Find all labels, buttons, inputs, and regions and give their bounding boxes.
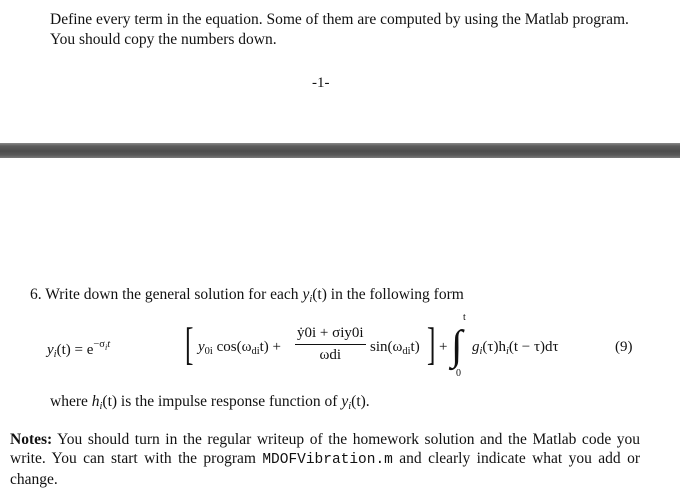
notes-label: Notes: [10, 431, 53, 448]
fraction-denominator: ωdi [319, 347, 342, 363]
equation-integrand: $g_i(\tau)h_i(t - \tau)d\tau$ [472, 339, 559, 357]
fraction-numerator: ẏ0i + σiy0i [295, 325, 366, 345]
h-variable: h [91, 393, 100, 410]
y-variable: y [341, 393, 349, 410]
page-separator [0, 143, 680, 158]
instructions-paragraph [50, 10, 629, 50]
question-variable-subscript: i [309, 294, 313, 305]
notes-paragraph [10, 430, 640, 489]
program-filename: MDOFVibration.m [262, 452, 393, 468]
integral-lower-limit: 0 [456, 368, 461, 379]
integral-sign: ∫ [451, 323, 463, 369]
notes-text-1: You should turn in the regular writeup of the homework solution and the Matlab code you write. You can start with the program [10, 431, 640, 467]
left-bracket: [ [185, 318, 194, 369]
general-solution-equation [47, 312, 647, 385]
equation-number: (9) [615, 339, 633, 355]
question-text-pre: Write down the general solution for each [45, 286, 303, 303]
instructions-line-1: Define every term in the equation. Some of them are computed by using the Matlab program. [50, 11, 629, 28]
integral-upper-limit: t [463, 312, 466, 323]
equation-lhs: $y_i(t) = e^{-\sigma_it}$ [47, 339, 111, 360]
where-line: where $h_i(t)$ is the impulse response function of $y_i(t)$. [50, 393, 370, 412]
question-number: 6. [30, 286, 42, 303]
document-page-top [0, 0, 680, 143]
right-bracket: ] [427, 318, 436, 369]
equation-fraction [295, 325, 366, 364]
equation-sin-term: $\sin(\omega_{di}t)$ [370, 339, 420, 357]
instructions-line-2: You should copy the numbers down. [50, 31, 277, 48]
equation-cos-term: $y_{0i}$ $\cos(\omega_{di}t)$ + [198, 339, 282, 357]
question-variable: y [302, 286, 310, 303]
page-number: -1- [312, 75, 330, 91]
question-variable-arg: (t) [312, 286, 327, 303]
question-text-post: in the following form [326, 286, 464, 303]
question-6 [30, 285, 464, 310]
notes-text-2: and clearly indicate what you add or change. [10, 450, 640, 488]
equation-plus: + [439, 339, 448, 355]
